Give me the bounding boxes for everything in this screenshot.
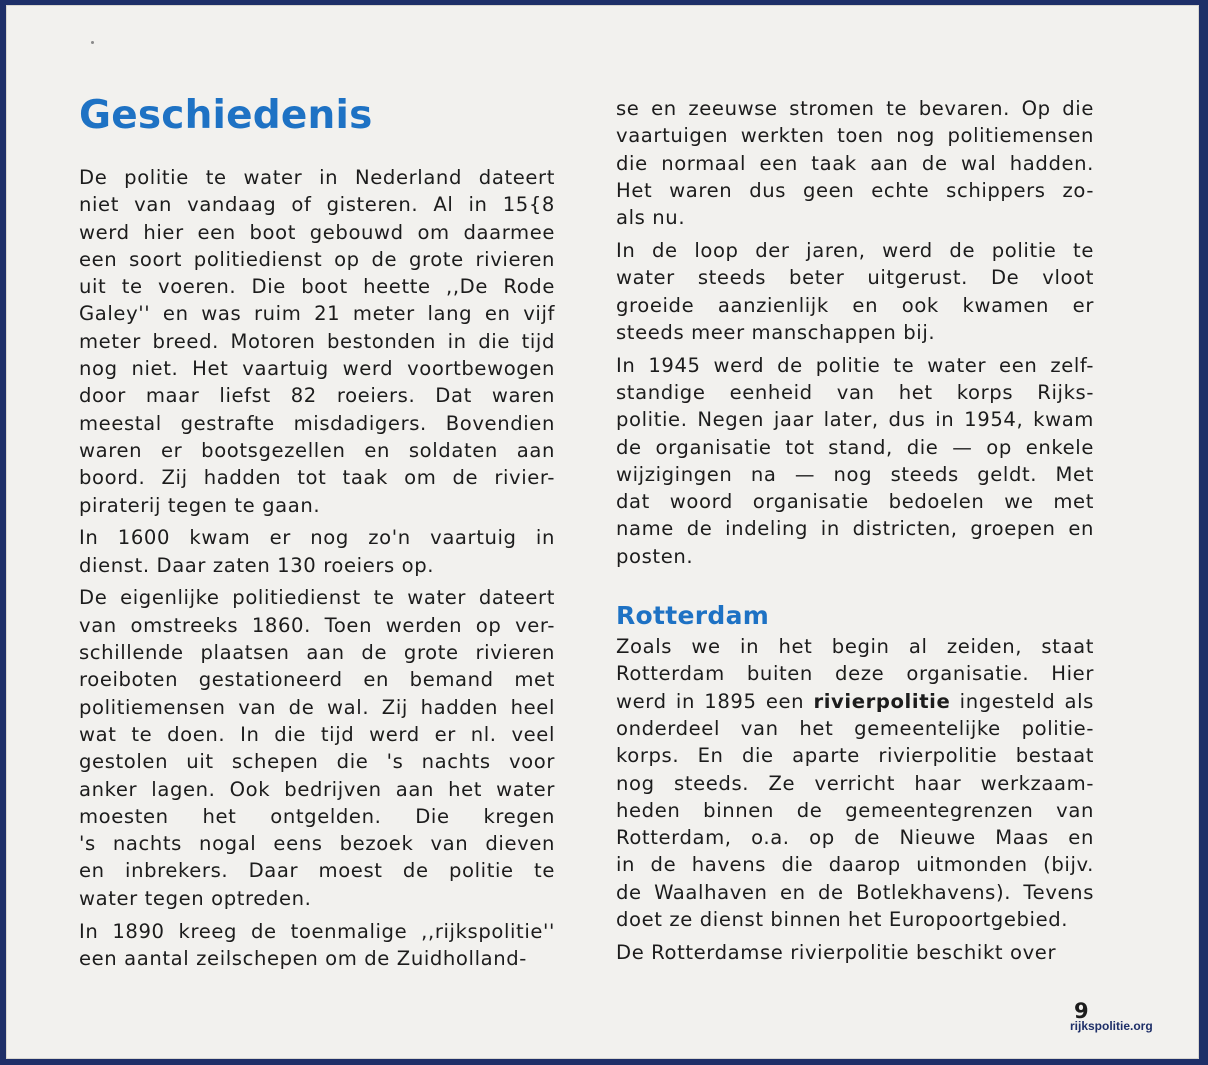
right-column-top [616, 95, 1094, 570]
text-line: water steeds beter uitgerust. De vloot [616, 266, 1094, 290]
text-line: steeds meer manschappen bij. [616, 320, 936, 344]
text-line: vaartuigen werkten toen nog politiemensen [616, 124, 1094, 148]
paragraph [616, 352, 1094, 570]
text-line: groeide aanzienlijk en ook kwamen er [616, 293, 1094, 317]
text-line: van omstreeks 1860. Toen werden op ver- [79, 613, 555, 637]
text-line: anker lagen. Ook bedrijven aan het water [79, 777, 555, 801]
paragraph [79, 524, 555, 579]
text-line: standige eenheid van het korps Rijks- [616, 380, 1094, 404]
paragraph [616, 633, 1094, 933]
text-line: Galey'' en was ruim 21 meter lang en vijf [79, 302, 555, 326]
paragraph [79, 918, 555, 973]
text-line: piraterij tegen te gaan. [79, 493, 321, 517]
text-line: wat te doen. In die tijd werd er nl. veel [79, 722, 555, 746]
right-column [616, 95, 1094, 972]
page-title: Geschiedenis [79, 93, 373, 138]
page-number: 9 [1074, 999, 1089, 1023]
paragraph [616, 237, 1094, 346]
bold-term: rivierpolitie [813, 689, 951, 713]
text-line: een soort politiedienst op de grote rivieren [79, 247, 555, 271]
paragraph [616, 939, 1094, 966]
book-page [6, 5, 1199, 1059]
text-line: onderdeel van het gemeentelijke politie- [616, 716, 1094, 740]
text-line: korps. En die aparte rivierpolitie bestaat [616, 744, 1094, 768]
watermark: rijkspolitie.org [1070, 1019, 1153, 1033]
text-line: De eigenlijke politiedienst te water dateert [79, 586, 555, 610]
text-line: water tegen optreden. [79, 886, 312, 910]
text-line: roeiboten gestationeerd en bemand met [79, 668, 555, 692]
text-line: meestal gestrafte misdadigers. Bovendien [79, 411, 555, 435]
text-line: dienst. Daar zaten 130 roeiers op. [79, 553, 435, 577]
text-line: doet ze dienst binnen het Europoortgebied. [616, 908, 1069, 932]
text-line: meter breed. Motoren bestonden in die tijd [79, 329, 555, 353]
text-line: wijzigingen na — nog steeds geldt. Met [616, 462, 1094, 486]
text-line: de organisatie tot stand, die — op enkele [616, 435, 1094, 459]
text-line: Zoals we in het begin al zeiden, staat [616, 635, 1094, 659]
text-line: In 1890 kreeg de toenmalige ,,rijkspolitie'' [79, 919, 555, 943]
text-line: en inbrekers. Daar moest de politie te [79, 859, 555, 883]
text-line: schillende plaatsen aan de grote rivieren [79, 641, 555, 665]
left-column [79, 164, 555, 978]
text-line: werd in 1895 een rivierpolitie ingesteld als [616, 689, 1094, 713]
text-line: waren er bootsgezellen en soldaten aan [79, 438, 555, 462]
section-subheading: Rotterdam [616, 601, 770, 631]
text-line: heden binnen de gemeentegrenzen van [616, 798, 1094, 822]
text-line: gestolen uit schepen die 's nachts voor [79, 750, 555, 774]
text-line: politie. Negen jaar later, dus in 1954, kwam [616, 408, 1094, 432]
text-line: politiemensen van de wal. Zij hadden heel [79, 695, 555, 719]
text-line: In de loop der jaren, werd de politie te [616, 238, 1094, 262]
text-line: uit te voeren. Die boot heette ,,De Rode [79, 275, 555, 299]
text-line: se en zeeuwse stromen te bevaren. Op die [616, 97, 1094, 120]
text-line: moesten het ontgelden. Die kregen [79, 804, 555, 828]
text-line: posten. [616, 544, 694, 568]
text-line: Het waren dus geen echte schippers zo- [616, 178, 1094, 202]
paragraph [79, 164, 555, 519]
text-line: In 1945 werd de politie te water een zelf- [616, 353, 1094, 377]
text-line: als nu. [616, 206, 686, 230]
text-line: nog steeds. Ze verricht haar werkzaam- [616, 771, 1094, 795]
text-line: de Waalhaven en de Botlekhavens). Tevens [616, 880, 1094, 904]
text-line: die normaal een taak aan de wal hadden. [616, 151, 1094, 175]
paragraph [616, 95, 1094, 231]
text-line: in de havens die daarop uitmonden (bijv. [616, 853, 1094, 877]
text-line: boord. Zij hadden tot taak om de rivier- [79, 466, 555, 490]
text-line: werd hier een boot gebouwd om daarmee [79, 220, 555, 244]
text-line: De Rotterdamse rivierpolitie beschikt over [616, 940, 1057, 964]
text-line: Rotterdam buiten deze organisatie. Hier [616, 662, 1094, 686]
text-line: niet van vandaag of gisteren. Al in 15{8 [79, 193, 555, 217]
text-line: 's nachts nogal eens bezoek van dieven [79, 832, 555, 856]
text-line: In 1600 kwam er nog zo'n vaartuig in [79, 526, 555, 550]
text-line: Rotterdam, o.a. op de Nieuwe Maas en [616, 826, 1094, 850]
text-line: nog niet. Het vaartuig werd voortbewogen [79, 357, 555, 381]
dust-speck [91, 41, 94, 44]
text-line: een aantal zeilschepen om de Zuidholland- [79, 946, 527, 970]
paragraph [79, 584, 555, 912]
right-column-bottom [616, 633, 1094, 966]
text-line: name de indeling in districten, groepen en [616, 517, 1094, 541]
text-line: dat woord organisatie bedoelen we met [616, 490, 1094, 514]
text-line: De politie te water in Nederland dateert [79, 166, 555, 189]
text-line: door maar liefst 82 roeiers. Dat waren [79, 384, 555, 408]
